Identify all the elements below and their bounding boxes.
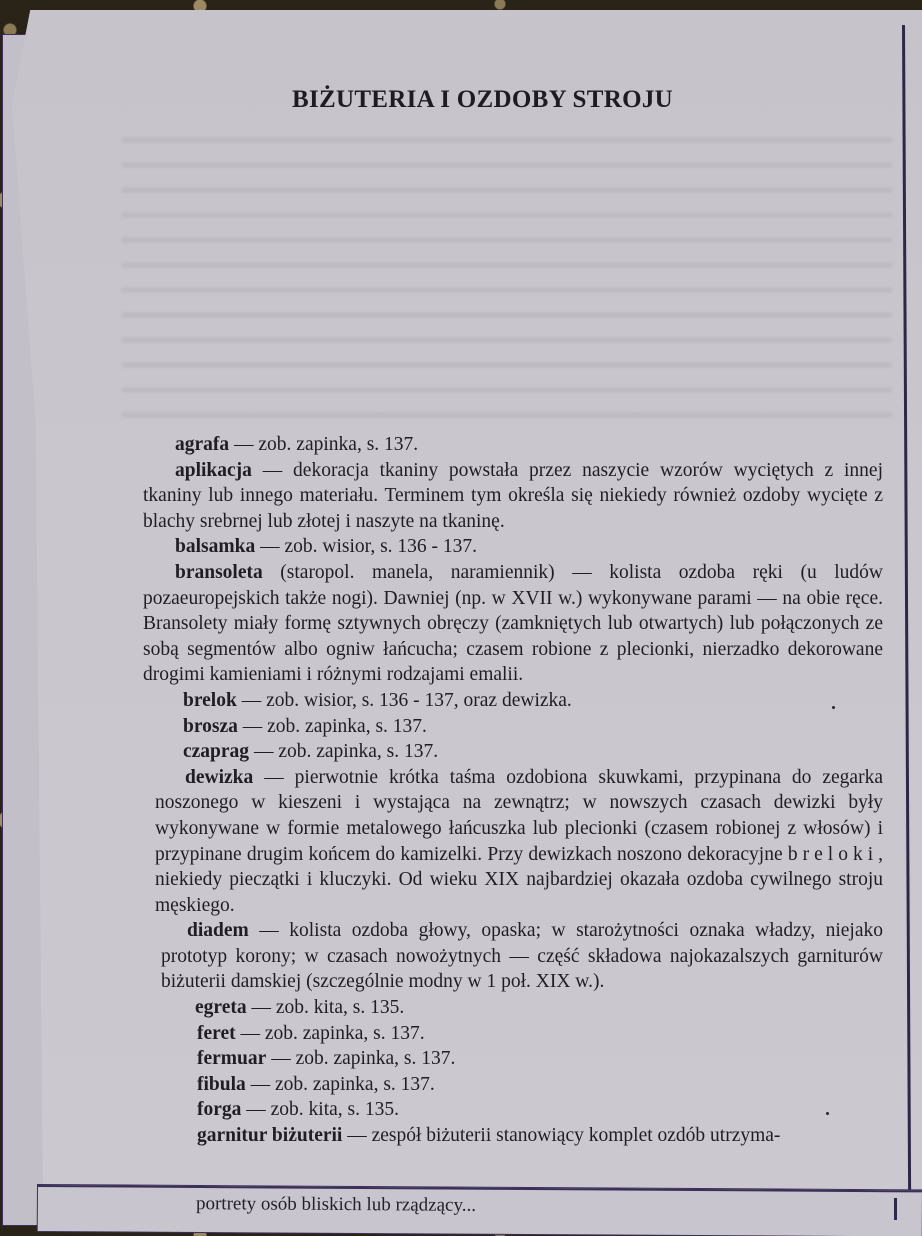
glossary-entries bbox=[143, 432, 883, 1149]
entry-term: agrafa bbox=[175, 434, 230, 455]
entry-definition: — zob. kita, s. 135. bbox=[246, 997, 405, 1019]
entry-definition: — zob. zapinka, s. 137. bbox=[235, 1022, 425, 1044]
entry-definition: — zob. wisior, s. 136 - 137. bbox=[255, 536, 478, 558]
entry-term: czaprag bbox=[183, 741, 250, 763]
entry-term: fermuar bbox=[197, 1048, 267, 1070]
entry-term: diadem bbox=[187, 920, 249, 942]
entry-fibula bbox=[197, 1072, 883, 1098]
entry-definition: — zob. wisior, s. 136 - 137, oraz dewizka. bbox=[236, 689, 572, 711]
entry-definition: — zespół biżuterii stanowiący komplet ozdób utrzyma- bbox=[342, 1125, 781, 1147]
entry-definition: — zob. zapinka, s. 137. bbox=[237, 715, 427, 737]
entry-term: bransoleta bbox=[175, 561, 263, 583]
paper-speck bbox=[826, 1112, 829, 1115]
entry-definition-part2: , niekiedy pieczątki i kluczyki. Od wieku XIX najbardziej okazała ozdoba cywilnego stroju męskiego. bbox=[155, 843, 883, 916]
next-sheet-text-fragment: portrety osób bliskich lub rządzący... bbox=[195, 1193, 477, 1216]
entry-definition: — kolista ozdoba głowy, opaska; w starożytności oznaka władzy, niejako prototyp korony; w czasach nowożytnych — część składowa najokazalszych garniturów biżuterii damskiej (szczególnie modny w 1 poł. XIX w.). bbox=[161, 920, 883, 993]
back-sheet-right-rule bbox=[894, 1198, 897, 1220]
entry-term: fibula bbox=[197, 1073, 246, 1095]
entry-feret bbox=[197, 1021, 883, 1047]
page-title: BIŻUTERIA I OZDOBY STROJU bbox=[292, 86, 673, 113]
entry-term: forga bbox=[197, 1099, 242, 1121]
entry-brelok bbox=[183, 688, 883, 714]
entry-term: dewizka bbox=[185, 766, 254, 788]
entry-term: egreta bbox=[195, 997, 247, 1019]
entry-aplikacja bbox=[143, 458, 883, 535]
entry-egreta bbox=[195, 995, 883, 1021]
entry-definition: — zob. zapinka, s. 137. bbox=[266, 1048, 456, 1070]
paper-speck bbox=[832, 706, 835, 709]
entry-term: balsamka bbox=[175, 536, 256, 558]
entry-definition: — zob. kita, s. 135. bbox=[241, 1099, 400, 1121]
entry-dewizka bbox=[155, 765, 883, 919]
entry-forga bbox=[197, 1097, 883, 1123]
entry-balsamka bbox=[143, 534, 883, 560]
entry-definition: — zob. zapinka, s. 137. bbox=[245, 1073, 435, 1095]
back-sheet-bottom-edge bbox=[38, 1185, 922, 1236]
entry-cross-reference: breloki bbox=[787, 843, 879, 865]
entry-term: brosza bbox=[183, 715, 238, 737]
entry-definition-part1: — pierwotnie krótka taśma ozdobiona skuwkami, przypinana do zegarka noszonego w kieszeni i wystająca na zewnątrz; w nowszych czasach dewizki były wykonywane w formie metalowego łańcuszka lub plecionki (czasem robionej z włosów) i przypinane drugim końcem do kamizelki. Przy dewizkach noszono dekoracyjne bbox=[155, 766, 883, 865]
entry-fermuar bbox=[197, 1046, 883, 1072]
entry-definition: — dekoracja tkaniny powstała przez naszycie wzorów wyciętych z innej tkaniny lub innego materiału. Terminem tym określa się niekiedy również ozdoby wycięte z blachy srebrnej lub złotej i naszyte na tkaninę. bbox=[143, 459, 883, 532]
entry-garnitur-bizuterii bbox=[197, 1123, 883, 1149]
entry-term: brelok bbox=[183, 689, 237, 711]
entry-definition: (staropol. manela, naramiennik) — kolista ozdoba ręki (u ludów pozaeuropejskich także nogi). Dawniej (np. w XVII w.) wykonywane parami — na obie ręce. Bransolety miały formę sztywnych obręczy (zamkniętych lub otwartych) lub połączonych ze sobą segmentów albo ogniw łańcucha; czasem robione z plecionki, nierzadko dekorowane drogimi kamieniami i różnymi rodzajami emalii. bbox=[143, 561, 883, 686]
entry-definition: — zob. zapinka, s. 137. bbox=[249, 741, 439, 763]
entry-bransoleta bbox=[143, 560, 883, 688]
entry-term: garnitur biżuterii bbox=[197, 1125, 343, 1147]
entry-definition: — zob. zapinka, s. 137. bbox=[229, 434, 419, 455]
entry-diadem bbox=[161, 918, 883, 995]
bleed-through-text bbox=[122, 120, 892, 420]
entry-czaprag bbox=[183, 739, 883, 765]
entry-agrafa bbox=[143, 432, 883, 458]
entry-brosza bbox=[183, 714, 883, 740]
entry-term: aplikacja bbox=[175, 459, 252, 481]
entry-term: feret bbox=[197, 1022, 236, 1044]
